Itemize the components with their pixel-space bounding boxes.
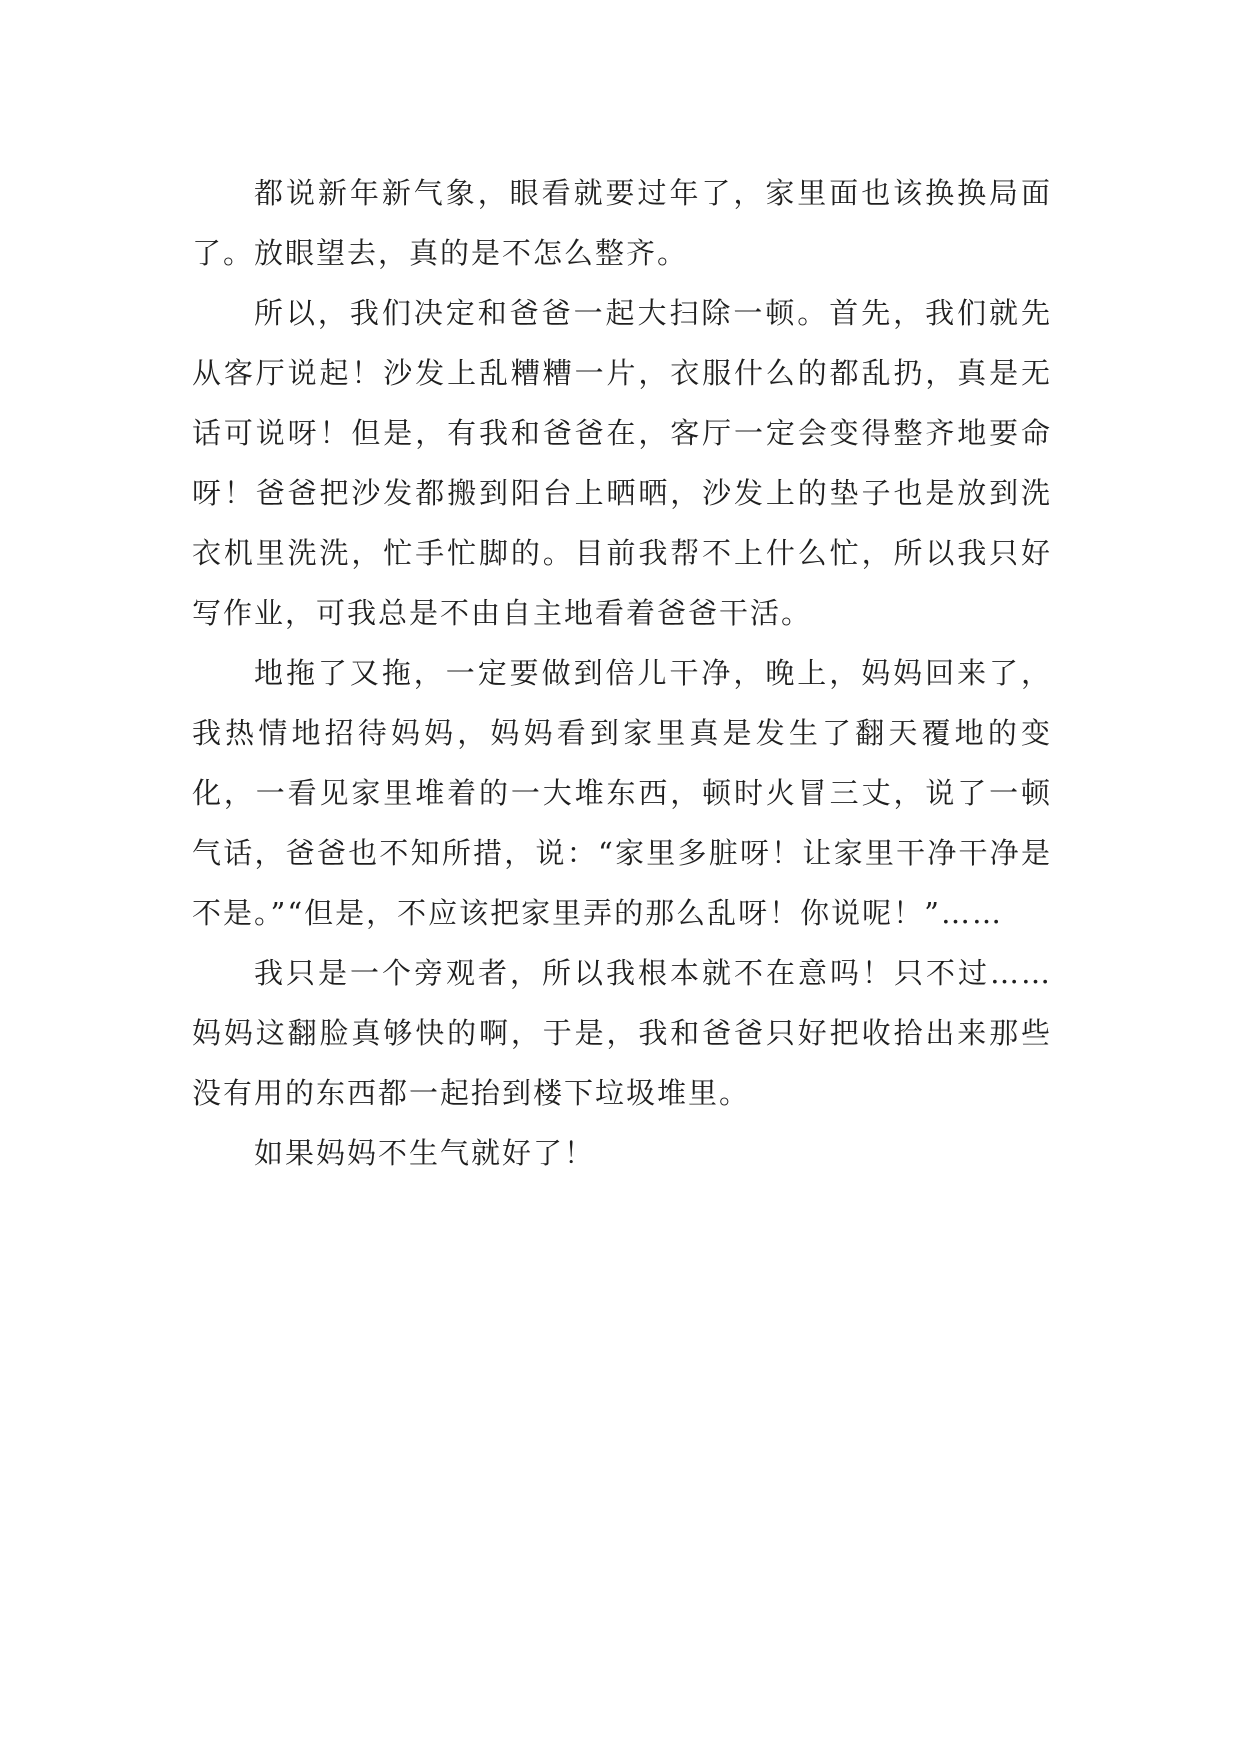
paragraph-5: 如果妈妈不生气就好了！ xyxy=(254,1136,596,1170)
paragraph-4: 我只是一个旁观者，所以我根本就不在意吗！只不过……妈妈这翻脸真够快的啊，于是，我和爸爸只好把收拾出来那些没有用的东西都一起抬到楼下垃圾堆里。 xyxy=(192,956,1052,1110)
paragraph-3: 地拖了又拖，一定要做到倍儿干净，晚上，妈妈回来了，我热情地招待妈妈，妈妈看到家里真是发生了翻天覆地的变化，一看见家里堆着的一大堆东西，顿时火冒三丈，说了一顿气话，爸爸也不知所措，说：“家里多脏呀！让家里干净干净是不是。”“但是，不应该把家里弄的那么乱呀！你说呢！”…… xyxy=(192,656,1052,930)
paragraph-2: 所以，我们决定和爸爸一起大扫除一顿。首先，我们就先从客厅说起！沙发上乱糟糟一片，衣服什么的都乱扔，真是无话可说呀！但是，有我和爸爸在，客厅一定会变得整齐地要命呀！爸爸把沙发都搬到阳台上晒晒，沙发上的垫子也是放到洗衣机里洗洗，忙手忙脚的。目前我帮不上什么忙，所以我只好写作业，可我总是不由自主地看着爸爸干活。 xyxy=(192,296,1052,630)
essay-body xyxy=(192,163,1052,1183)
paragraph-1: 都说新年新气象，眼看就要过年了，家里面也该换换局面了。放眼望去，真的是不怎么整齐。 xyxy=(192,176,1052,270)
